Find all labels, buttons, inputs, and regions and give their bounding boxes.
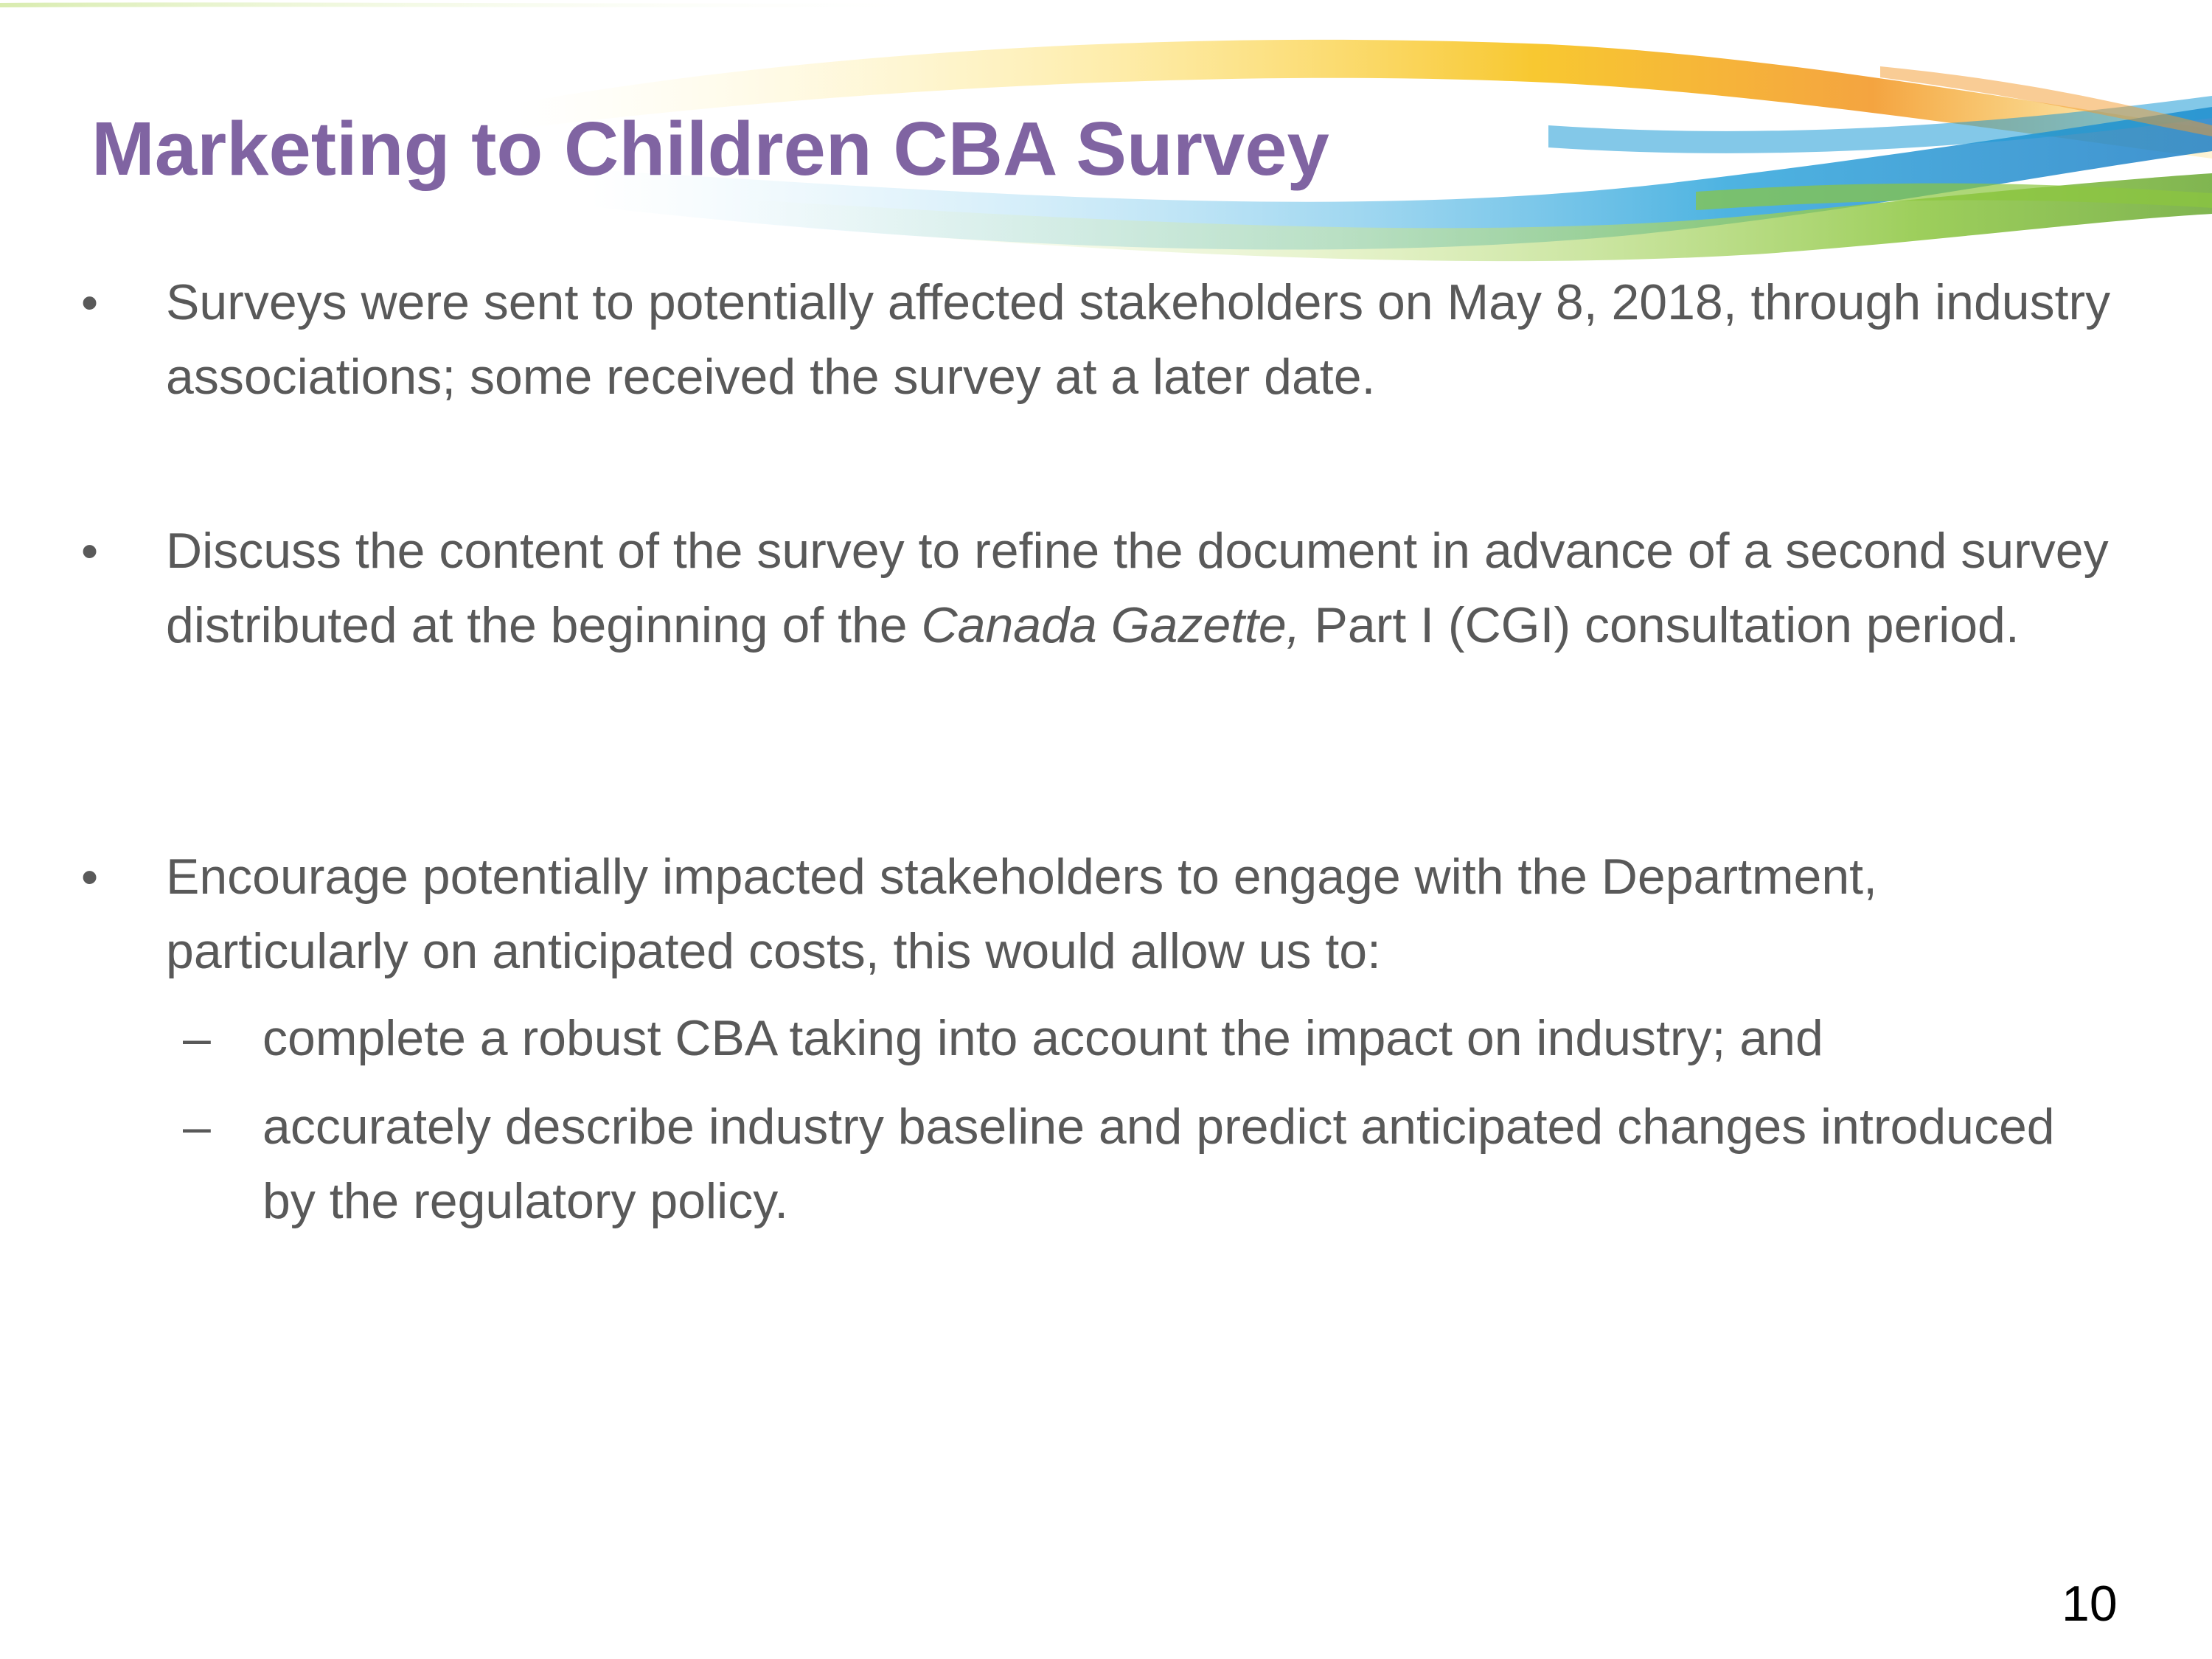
sub-bullet-marker: – xyxy=(183,1099,211,1155)
bullet-text: Encourage potentially impacted stakeholders to engage with the Department, particularly on anticipated costs, this would allow us to: xyxy=(166,849,1877,979)
publication-name: Canada Gazette, xyxy=(921,597,1301,653)
slide-title: Marketing to Children CBA Survey xyxy=(91,106,1329,191)
bullet-text-part: Discuss the content of the survey to refine the document in advance of a second survey distributed at the beginning of the xyxy=(166,523,2109,653)
bullet-marker: • xyxy=(81,275,99,330)
bullet-text-part: Part I (CGI) consultation period. xyxy=(1300,597,2020,653)
bullet-text: Surveys were sent to potentially affected stakeholders on May 8, 2018, through industry associations; some received the survey at a later date. xyxy=(166,274,2111,405)
sub-bullet-marker: – xyxy=(183,1010,211,1066)
sub-bullet-text: accurately describe industry baseline and predict anticipated changes introduced by the regulatory policy. xyxy=(262,1099,2055,1229)
bullet-marker: • xyxy=(81,524,99,578)
bullet-text xyxy=(166,514,2120,663)
page-number: 10 xyxy=(2062,1576,2118,1632)
bullet-marker: • xyxy=(81,849,99,904)
sub-bullet-text: complete a robust CBA taking into account the impact on industry; and xyxy=(262,1010,1823,1066)
